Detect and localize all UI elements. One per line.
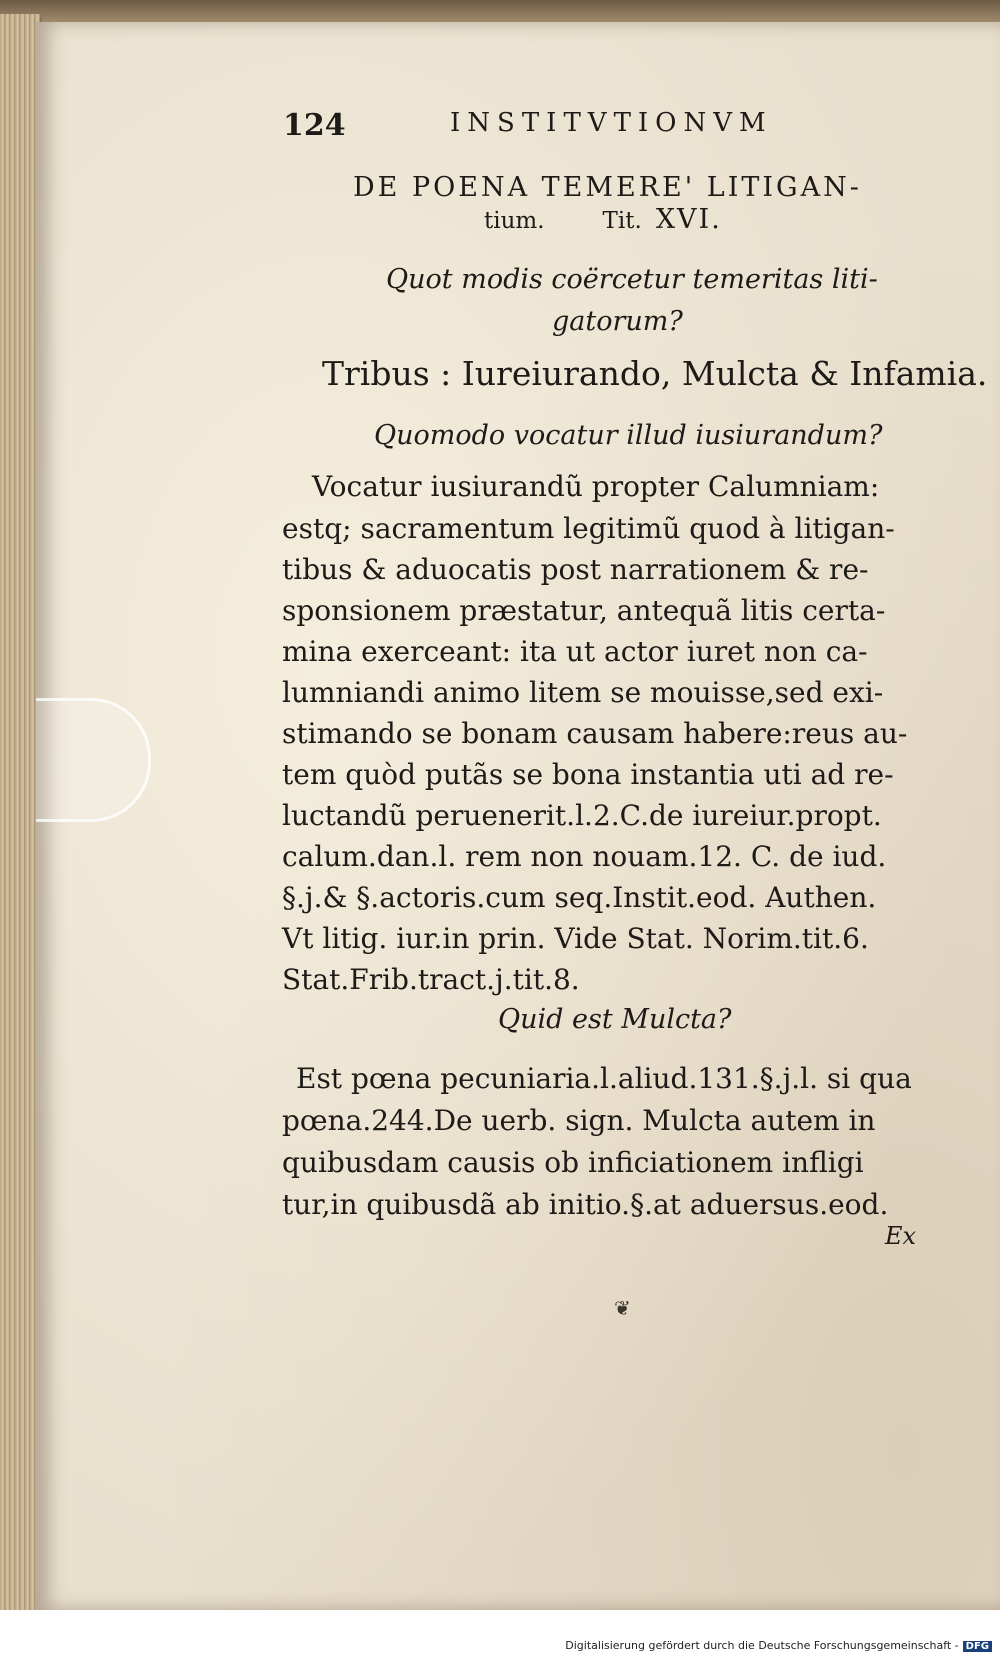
answer-2-line: tem quòd putãs se bona instantia uti ad re-	[282, 758, 894, 791]
catchword: Ex	[885, 1222, 917, 1250]
answer-3-line: tur,in quibusdã ab initio.§.at aduersus.eod.	[282, 1188, 889, 1221]
page-number: 124	[283, 108, 346, 143]
answer-2-line: stimando se bonam causam habere:reus au-	[282, 717, 908, 750]
answer-2-line: tibus & aduocatis post narrationem & re-	[282, 553, 869, 586]
answer-3-line: pœna.244.De uerb. sign. Mulcta autem in	[282, 1104, 876, 1137]
answer-2-line: calum.dan.l. rem non nouam.12. C. de iud.	[282, 840, 887, 873]
chapter-title-line1: DE POENA TEMERE' LITIGAN-	[353, 172, 862, 203]
answer-2-line: Vt litig. iur.in prin. Vide Stat. Norim.tit.6.	[282, 922, 869, 955]
chapter-title-line2	[484, 204, 722, 235]
chapter-number: XVI.	[655, 204, 722, 235]
question-3: Quid est Mulcta?	[498, 1004, 732, 1035]
answer-2-line: luctandũ peruenerit.l.2.C.de iureiur.propt.	[282, 799, 882, 832]
bookmark-clip	[36, 698, 151, 822]
dfg-logo: DFG	[963, 1641, 992, 1652]
answer-3-line: Est pœna pecuniaria.l.aliud.131.§.j.l. si qua	[296, 1062, 912, 1095]
question-1-line1: Quot modis coërcetur temeritas liti-	[386, 264, 878, 295]
printer-ornament-icon: ❦	[614, 1296, 631, 1320]
answer-2-line: mina exerceant: ita ut actor iuret non ca-	[282, 635, 868, 668]
question-2: Quomodo vocatur illud iusiurandum?	[374, 420, 883, 451]
answer-2-line: Stat.Frib.tract.j.tit.8.	[282, 963, 580, 996]
answer-3-line: quibusdam causis ob inficiationem infligi	[282, 1146, 864, 1179]
question-1-line2: gatorum?	[552, 306, 683, 337]
answer-2-line: §.j.& §.actoris.cum seq.Instit.eod. Authen.	[282, 881, 877, 914]
chapter-tit-label: Tit.	[602, 208, 642, 234]
running-head: INSTITVTIONVM	[450, 108, 773, 138]
dfg-credit	[565, 1639, 992, 1652]
answer-2-line: sponsionem præstatur, antequã litis certa-	[282, 594, 886, 627]
chapter-title-word: tium.	[484, 208, 545, 234]
answer-2-line: Vocatur iusiurandũ propter Calumniam:	[312, 470, 880, 503]
answer-2-line: lumniandi animo litem se mouisse,sed exi-	[282, 676, 884, 709]
answer-1: Tribus : Iureiurando, Mulcta & Infamia.	[322, 354, 988, 393]
answer-2-line: estq; sacramentum legitimũ quod à litigan-	[282, 512, 895, 545]
dfg-credit-text: Digitalisierung gefördert durch die Deutsche Forschungsgemeinschaft -	[565, 1639, 959, 1652]
